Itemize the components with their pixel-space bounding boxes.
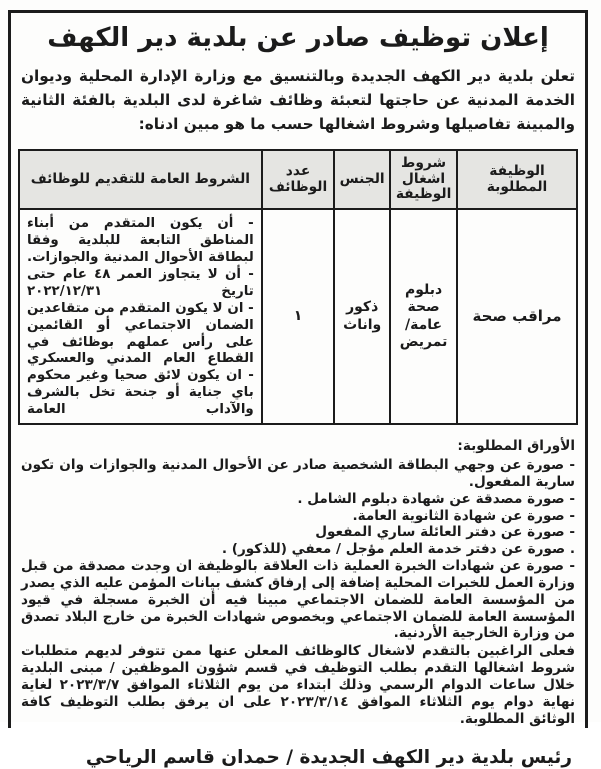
signature-line: رئيس بلدية دير الكهف الجديدة / حمدان قاسم الرياحي (85, 746, 572, 768)
condition-item: - ان يكون لائق صحيا وغير محكوم باي جناية أو جنحة تخل بالشرف والآداب العامة (27, 368, 254, 418)
col-header-count: عدد الوظائف (262, 150, 335, 210)
cell-general-conditions (19, 209, 262, 424)
document-item: - صورة عن شهادة الثانوية العامة. (352, 507, 575, 524)
document-item: - صورة مصدقة عن شهادة دبلوم الشامل . (297, 490, 575, 507)
condition-item: - أن يكون المتقدم من أبناء المناطق التابعة للبلدية وفقا لبطاقة الأحوال المدنية والجوازات. (27, 216, 254, 266)
col-header-position: الوظيفة المطلوبة (457, 150, 577, 210)
table-header-row (19, 150, 577, 210)
condition-item: - ان لا يكون المتقدم من متقاعدين الضمان الاجتماعي أو القائمين على رأس عملهم بوظائف في القطاع العام المدني والعسكري (27, 300, 254, 367)
document-item: - صورة عن وجهي البطاقة الشخصية صادر عن الأحوال المدنية والجوازات وان تكون سارية المفعول. (21, 457, 575, 490)
closing-paragraph: فعلى الراغبين بالتقدم لاشغال كالوظائف المعلن عنها ممن تتوفر لديهم متطلبات شروط اشغالها التقدم بطلب التوظيف في قسم شؤون الموظفين / مبنى البلدية خلال ساعات الدوام الرسمي وذلك ابتداء من يوم الثلاثاء الموافق ٢٠٢٣/٣/٧ لغاية نهاية دوام يوم الثلاثاء الموافق ٢٠٢٣/٣/١٤ على ان يرفق بطلب التوظيف كافة الوثائق المطلوبة. (21, 643, 576, 727)
announcement-title: إعلان توظيف صادر عن بلدية دير الكهف (47, 23, 549, 53)
documents-heading: الأوراق المطلوبة: (457, 438, 575, 455)
documents-section (21, 438, 575, 727)
intro-paragraph: تعلن بلدية دير الكهف الجديدة وبالتنسيق مع وزارة الإدارة المحلية وديوان الخدمة المدنية عن حاجتها لتعبئة وظائف شاغرة لدى البلدية بالفئة الثانية والمبينة تفاصيلها وشروط اشغالها حسب ما هو مبين ادناه: (21, 67, 575, 133)
cell-gender: ذكور واناث (334, 209, 390, 424)
document-item: - صورة عن شهادات الخبرة العملية ذات العلاقة بالوظيفة ان وجدت مصدقة من قبل وزارة العمل للخبرات المحلية إضافة إلى إرفاق كشف بيانات المؤمن عليه الذي يصدر من المؤسسة العامة للضمان الاجتماعي مبينا فيه أن الخبرة مسجلة في قيود المؤسسة العامة للضمان الاجتماعي وبخصوص شهادات الخبرة من خارج البلاد تصدق من وزارة الخارجية الأردنية. (21, 558, 575, 642)
condition-item: - أن لا يتجاوز العمر ٤٨ عام حتى تاريخ ٢٠٢٢/١٢/٣١ (27, 267, 254, 299)
cell-position: مراقب صحة (457, 209, 577, 424)
col-header-occupation-conditions: شروط اشغال الوظيفة (390, 150, 457, 210)
cell-occupation-conditions: دبلوم صحة عامة/ تمريض (390, 209, 457, 424)
table-row (19, 209, 577, 424)
document-item: . صورة عن دفتر خدمة العلم مؤجل / معفي (للذكور) . (221, 541, 575, 558)
col-header-general-conditions: الشروط العامة للتقديم للوظائف (19, 150, 262, 210)
page-frame (8, 10, 588, 768)
document-item: - صورة عن دفتر العائلة ساري المفعول (315, 524, 575, 541)
col-header-gender: الجنس (334, 150, 390, 210)
jobs-table (18, 149, 578, 425)
cell-count: ١ (262, 209, 335, 424)
